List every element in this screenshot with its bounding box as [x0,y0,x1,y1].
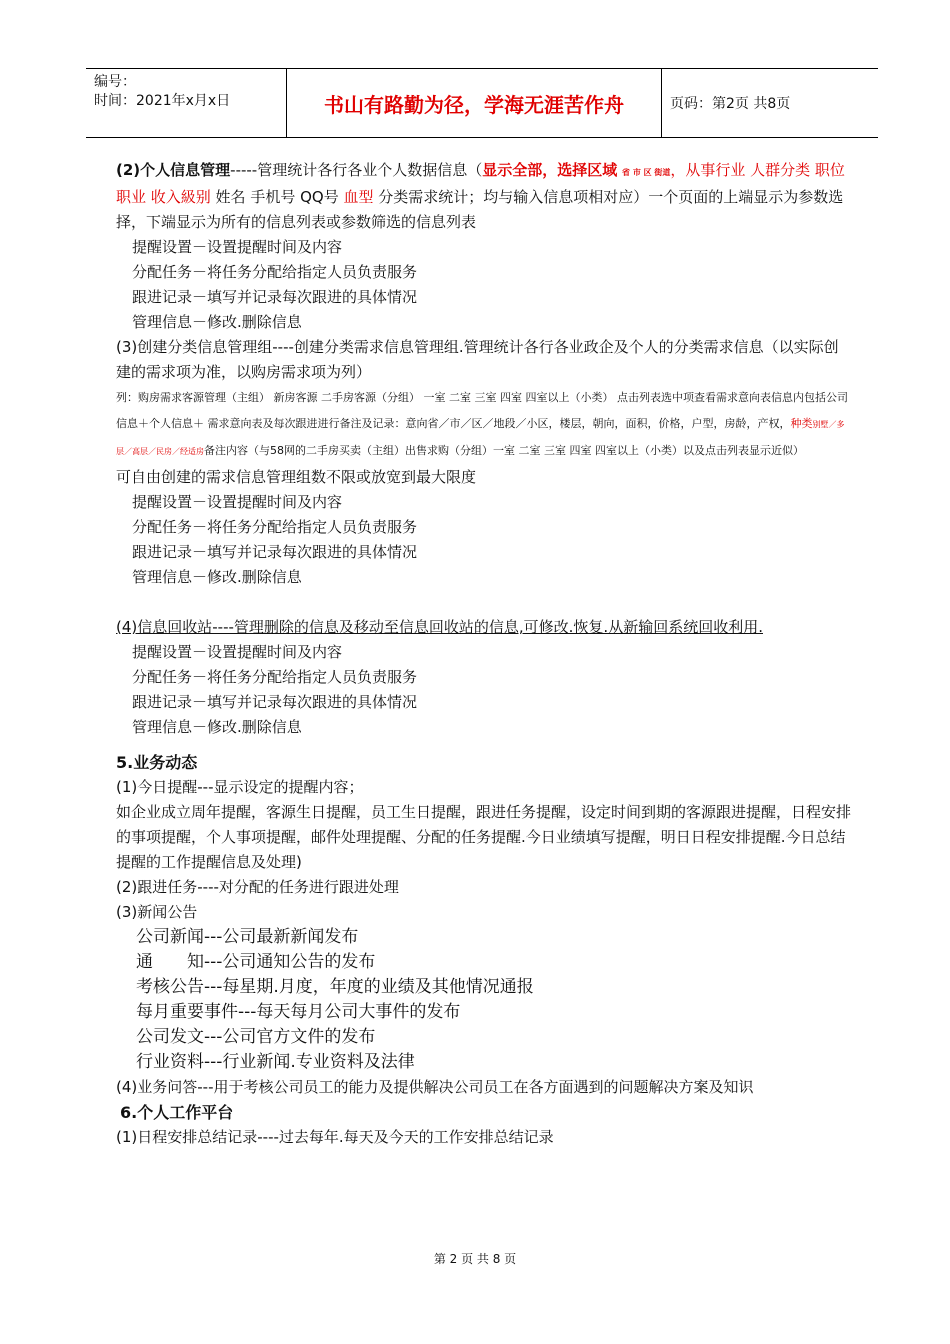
sec3-small1: 列：购房需求客源管理（主组） 新房客源 二手房客源（分组） 一室 二室 三室 四室 四室以上（小类） 点击列表选中项查看需求意向表信息内包括公司信息＋个人信息＋ 需求意向表及每次跟进进行备注及记录：意向省／市／区／地段／小区，楼层，朝向，面积，价格，户型，房龄，产权， [116,391,848,430]
sec3-small2: 备注内容（与58网的二手房买卖（主组）出售求购（分组）一室 二室 三室 四室 四室以上（小类）以及点击列表显示近似） [204,444,804,457]
action-item: 管理信息－修改.删除信息 [132,718,302,736]
sec3-actions [116,490,852,590]
sec2-desc1: -----管理统计各行各业个人数据信息（ [230,161,483,179]
sec2-red1: 显示全部，选择区域 [482,161,618,179]
sec5-item2: (2)跟进任务----对分配的任务进行跟进处理 [116,878,399,896]
sec5-item3: (3)新闻公告 [116,903,198,921]
header-page-label: 页码：第2页 共8页 [670,96,791,112]
news-item: 公司新闻---公司最新新闻发布 [136,927,359,947]
action-item: 提醒设置－设置提醒时间及内容 [132,643,343,661]
action-item: 跟进记录－填写并记录每次跟进的具体情况 [132,693,418,711]
sec6-heading: 6.个人工作平台 [120,1103,234,1122]
sec2-title: (2)个人信息管理 [116,161,231,179]
sec3-free: 可自由创建的需求信息管理组数不限或放宽到最大限度 [116,468,477,486]
action-item: 分配任务－将任务分配给指定人员负责服务 [132,263,418,281]
action-item: 管理信息－修改.删除信息 [132,313,302,331]
sec6-item1: (1)日程安排总结记录----过去每年.每天及今天的工作安排总结记录 [116,1128,554,1146]
sec2-actions [116,235,852,335]
news-item: 考核公告---每星期.月度，年度的业绩及其他情况通报 [136,977,534,997]
news-item: 每月重要事件---每天每月公司大事件的发布 [136,1002,461,1022]
sec5-item4: (4)业务问答---用于考核公司员工的能力及提供解决公司员工在各方面遇到的问题解决方案及知识 [116,1078,754,1096]
news-item: 通 知---公司通知公告的发布 [136,952,376,972]
action-item: 跟进记录－填写并记录每次跟进的具体情况 [132,543,418,561]
action-item: 分配任务－将任务分配给指定人员负责服务 [132,518,418,536]
sec2-region-tiny: 省 市 区 街道 [622,168,671,177]
time-label: 时间：2021年x月x日 [94,93,231,109]
header-meta [86,69,286,137]
action-item: 分配任务－将任务分配给指定人员负责服务 [132,668,418,686]
sec4-title: (4)信息回收站----管理删除的信息及移动至信息回收站的信息,可修改.恢复.从新输回系统回收利用. [116,618,763,636]
page-header [86,68,878,138]
sec2-red3: 血型 [343,188,374,206]
sec5-heading: 5.业务动态 [116,753,198,772]
page-footer: 第 2 页 共 8 页 [433,1252,517,1266]
sec3-detail [116,385,852,465]
document-body [116,158,852,1150]
sec5-item1: (1)今日提醒---显示设定的提醒内容； [116,778,364,796]
sec3-small-red: 种类 [790,417,813,430]
sec2-desc2: 姓名 手机号 QQ号 [210,188,344,206]
sec3-title: (3)创建分类信息管理组----创建分类需求信息管理组.管理统计各行各业政企及个人的分类需求信息（以实际创建的需求项为准，以购房需求项为列） [116,338,839,381]
news-item: 公司发文---公司官方文件的发布 [136,1027,376,1047]
sec3-small-red-tiny: 别墅／多层／高层／民房／经适房 [116,420,845,456]
code-label: 编号： [94,74,136,90]
header-motto: 书山有路勤为径，学海无涯苦作舟 [286,69,662,137]
action-item: 提醒设置－设置提醒时间及内容 [132,493,343,511]
news-item: 行业资料---行业新闻.专业资料及法律 [136,1052,415,1072]
sec4-actions [116,640,852,740]
sec2-desc3: 分类需求统计；均与输入信息项相对应）一个页面的上端显示为参数选择，下端显示为所有的信息列表或参数筛选的信息列表 [116,188,844,231]
news-list [116,925,852,1075]
action-item: 管理信息－修改.删除信息 [132,568,302,586]
sec2-paragraph [116,158,852,235]
sec5-item1-desc: 如企业成立周年提醒，客源生日提醒，员工生日提醒，跟进任务提醒，设定时间到期的客源跟进提醒，日程安排的事项提醒，个人事项提醒，邮件处理提醒、分配的任务提醒.今日业绩填写提醒，明日日程安排提醒.今日总结提醒的工作提醒信息及处理) [116,803,852,871]
sec2-red2: ，从事行业 人群分类 职位 职业 收入級别 [116,161,845,206]
action-item: 提醒设置－设置提醒时间及内容 [132,238,343,256]
action-item: 跟进记录－填写并记录每次跟进的具体情况 [132,288,418,306]
